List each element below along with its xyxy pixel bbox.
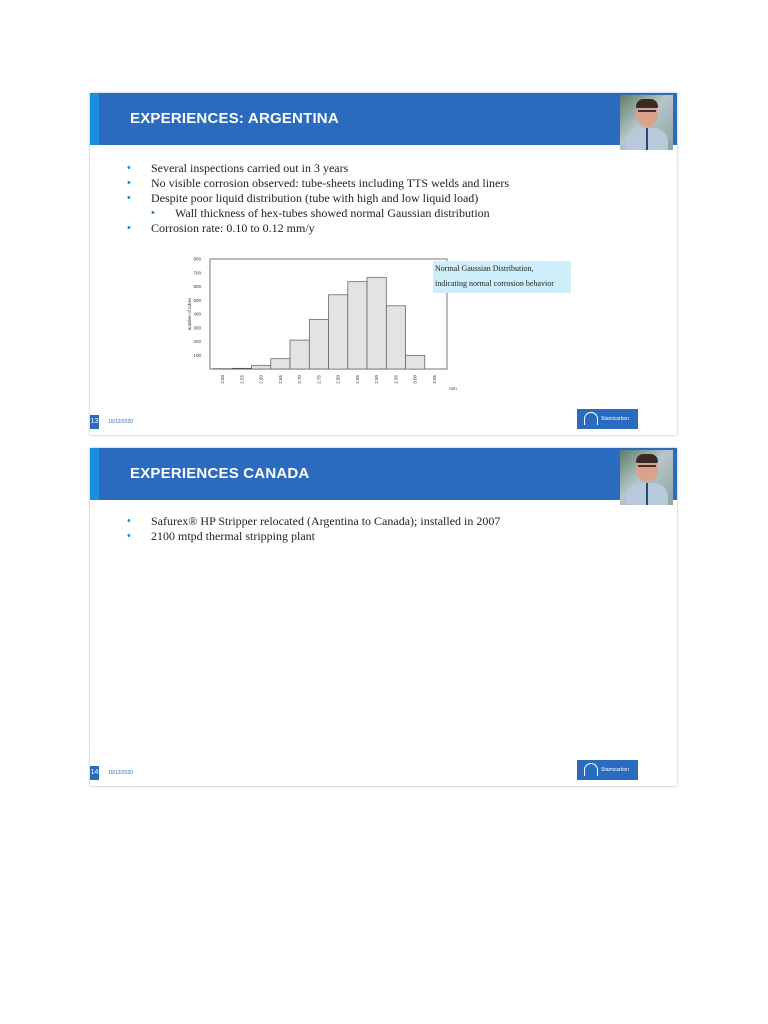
histogram-bar (271, 359, 290, 369)
banner-accent (90, 93, 99, 145)
sub-bullet-item: • Wall thickness of hex-tubes showed normal Gaussian distribution (151, 206, 490, 220)
x-tick-label: 2.85 (354, 375, 360, 384)
presenter-webcam (620, 95, 673, 150)
histogram-bar (348, 282, 367, 369)
y-tick-label: 300 (193, 325, 201, 331)
bullet-item: • No visible corrosion observed: tube-sheets including TTS welds and liners (127, 176, 510, 190)
x-tick-label: 2.55 (239, 375, 245, 384)
y-tick-label: 400 (193, 311, 201, 317)
histogram-bar (329, 295, 348, 369)
bullet-list (127, 514, 500, 544)
x-tick-label: 2.70 (297, 375, 303, 384)
x-axis-label: mm (449, 386, 457, 391)
y-tick-label: 700 (193, 270, 201, 276)
x-tick-label: 2.90 (374, 375, 380, 384)
bullet-item: • Corrosion rate: 0.10 to 0.12 mm/y (127, 221, 315, 235)
x-tick-label: 3.05 (431, 375, 437, 384)
histogram-bar (252, 366, 271, 369)
x-tick-label: 2.65 (277, 375, 283, 384)
y-tick-label: 100 (193, 352, 201, 358)
company-logo: Stamicarbon (577, 760, 638, 780)
bullet-icon: • (127, 515, 131, 527)
slide-header-banner (90, 93, 677, 145)
logo-icon (584, 763, 598, 776)
slide-number: 14 (90, 766, 99, 780)
banner-accent (90, 448, 99, 500)
slide-title: EXPERIENCES: ARGENTINA (130, 110, 339, 127)
y-axis-label: number of tubes (187, 297, 192, 331)
histogram-bar (309, 320, 328, 370)
logo-icon (584, 412, 598, 425)
histogram-bar (386, 306, 405, 369)
histogram-bar (367, 278, 386, 369)
y-tick-label: 600 (193, 284, 201, 289)
bullet-icon: • (127, 192, 131, 204)
bullet-list (127, 161, 509, 236)
histogram-bar (290, 340, 309, 369)
bullet-item: • Despite poor liquid distribution (tube with high and low liquid load) (127, 191, 479, 205)
bullet-item: • Several inspections carried out in 3 years (127, 161, 349, 175)
slide-date: 10/12/2020 (108, 770, 134, 776)
slide-canada (90, 448, 677, 786)
slide-header-banner (90, 448, 677, 500)
slide-title: EXPERIENCES CANADA (130, 465, 310, 482)
x-tick-label: 2.95 (393, 375, 399, 384)
bullet-icon: • (127, 177, 131, 189)
bullet-icon: • (127, 530, 131, 542)
company-logo: Stamicarbon (577, 409, 638, 429)
y-tick-label: 500 (193, 297, 201, 303)
histogram-bar (232, 368, 251, 369)
x-tick-label: 2.80 (335, 375, 341, 384)
bullet-icon: • (151, 207, 155, 219)
bullet-icon: • (127, 222, 131, 234)
bullet-item: • Safurex® HP Stripper relocated (Argentina to Canada); installed in 2007 (127, 514, 501, 528)
x-tick-label: 2.60 (258, 375, 264, 384)
histogram-bar (406, 355, 425, 369)
bullet-icon: • (127, 162, 131, 174)
x-tick-label: 3.00 (412, 375, 418, 384)
x-tick-label: 2.75 (316, 375, 322, 384)
thickness-histogram (187, 253, 457, 393)
y-tick-label: 200 (193, 339, 201, 344)
chart-annotation: Normal Gaussian Distribution, indicating normal corrosion behavior (433, 261, 571, 293)
slide-date: 10/12/2020 (108, 419, 134, 425)
slide-number: 13 (90, 415, 99, 429)
presenter-webcam (620, 450, 673, 505)
y-tick-label: 800 (193, 256, 201, 262)
slide-argentina (90, 93, 677, 435)
x-tick-label: 2.50 (220, 375, 226, 384)
bullet-item: • 2100 mtpd thermal stripping plant (127, 529, 315, 543)
